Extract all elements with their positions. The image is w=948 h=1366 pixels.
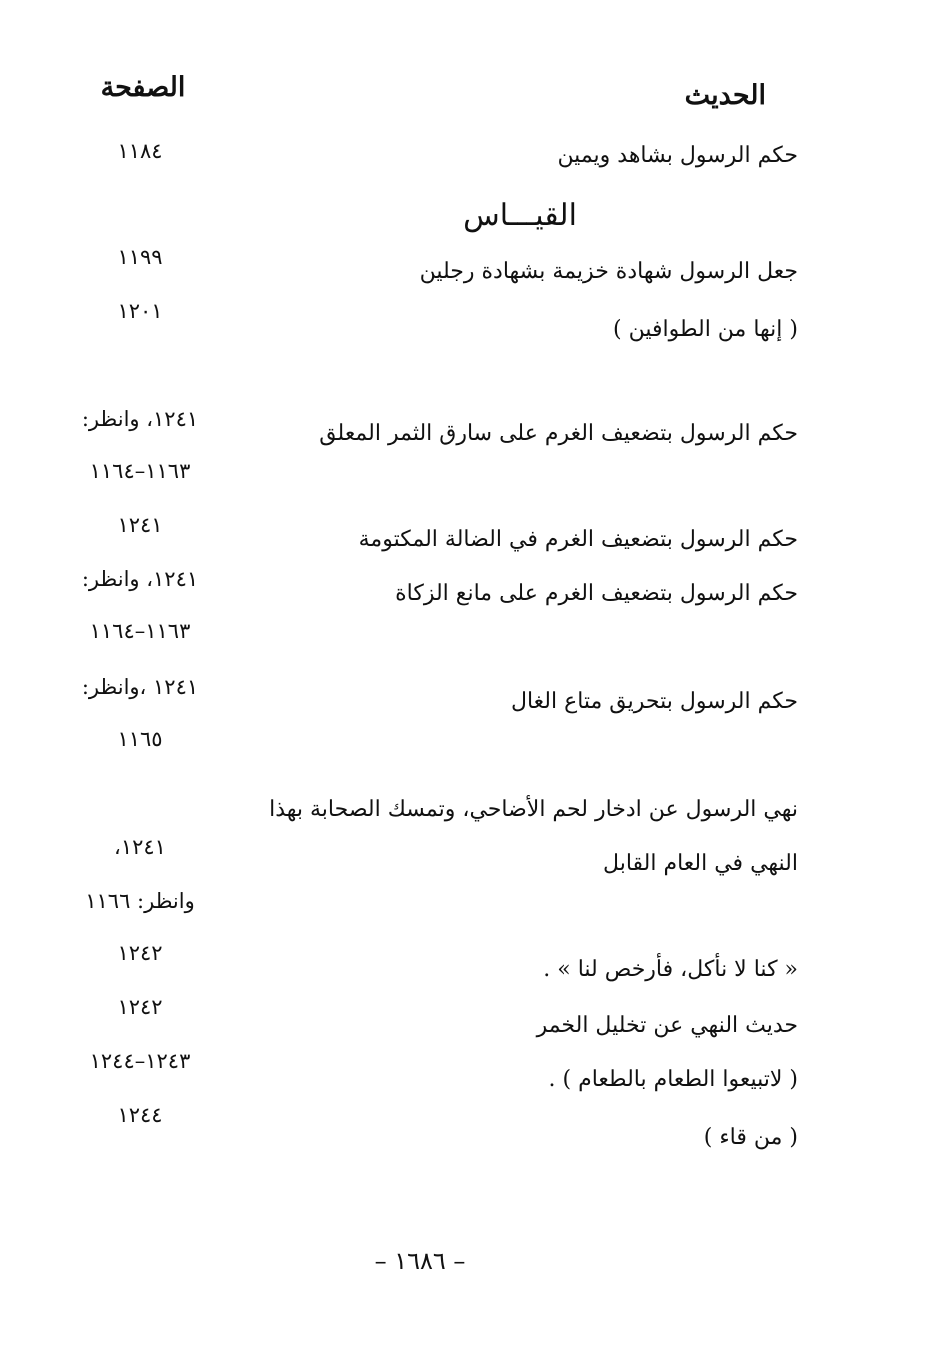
page-reference: ١١٩٩ bbox=[117, 245, 163, 269]
hadith-entry: حكم الرسول بتضعيف الغرم في الضالة المكتومة bbox=[358, 527, 798, 552]
hadith-entry: ( لاتبيعوا الطعام بالطعام ) . bbox=[548, 1067, 798, 1092]
page-reference: وانظر: ١١٦٦ bbox=[85, 889, 195, 913]
column-header-hadith: الحديث bbox=[684, 80, 766, 111]
page-reference: ١١٦٣–١١٦٤ bbox=[89, 459, 191, 483]
hadith-entry: « كنا لا نأكل، فأرخص لنا » . bbox=[543, 957, 798, 982]
hadith-entry: حكم الرسول بشاهد ويمين bbox=[557, 143, 798, 168]
hadith-entry: حديث النهي عن تخليل الخمر bbox=[536, 1013, 798, 1038]
page-reference: ١١٦٥ bbox=[117, 727, 163, 751]
page-reference: ١١٦٣–١١٦٤ bbox=[89, 619, 191, 643]
hadith-entry: حكم الرسول بتحريق متاع الغال bbox=[510, 689, 798, 714]
hadith-entry: حكم الرسول بتضعيف الغرم على سارق الثمر المعلق bbox=[319, 421, 798, 446]
hadith-entry: النهي في العام القابل bbox=[603, 851, 798, 876]
page-reference: ١٢٤١، وانظر: bbox=[81, 407, 199, 431]
hadith-entry: نهي الرسول عن ادخار لحم الأضاحي، وتمسك الصحابة بهذا bbox=[269, 797, 798, 822]
hadith-entry: ( من قاء ) bbox=[703, 1125, 798, 1150]
hadith-entry: جعل الرسول شهادة خزيمة بشهادة رجلين bbox=[419, 259, 798, 284]
page-reference: ١٢٤٣–١٢٤٤ bbox=[89, 1049, 191, 1073]
page-reference: ١٢٤١ ،وانظر: bbox=[81, 675, 199, 699]
page-reference: ١٢٤٢ bbox=[117, 995, 163, 1019]
page-reference: ١٢٤٤ bbox=[117, 1103, 163, 1127]
page-reference: ١١٨٤ bbox=[117, 139, 163, 163]
page-reference: ١٢٤١ bbox=[117, 513, 163, 537]
page-reference: ١٢٠١ bbox=[117, 299, 163, 323]
page-reference: ١٢٤١، وانظر: bbox=[81, 567, 199, 591]
hadith-entry: ( إنها من الطوافين ) bbox=[613, 317, 798, 342]
hadith-entry: حكم الرسول بتضعيف الغرم على مانع الزكاة bbox=[395, 581, 798, 606]
page-reference: ١٢٤٢ bbox=[117, 941, 163, 965]
section-title-qiyas: القيـــاس bbox=[463, 198, 577, 233]
page-reference: ١٢٤١، bbox=[114, 835, 166, 859]
page-number-footer: – ١٦٨٦ – bbox=[374, 1247, 466, 1275]
column-header-page: الصفحة bbox=[100, 72, 186, 103]
